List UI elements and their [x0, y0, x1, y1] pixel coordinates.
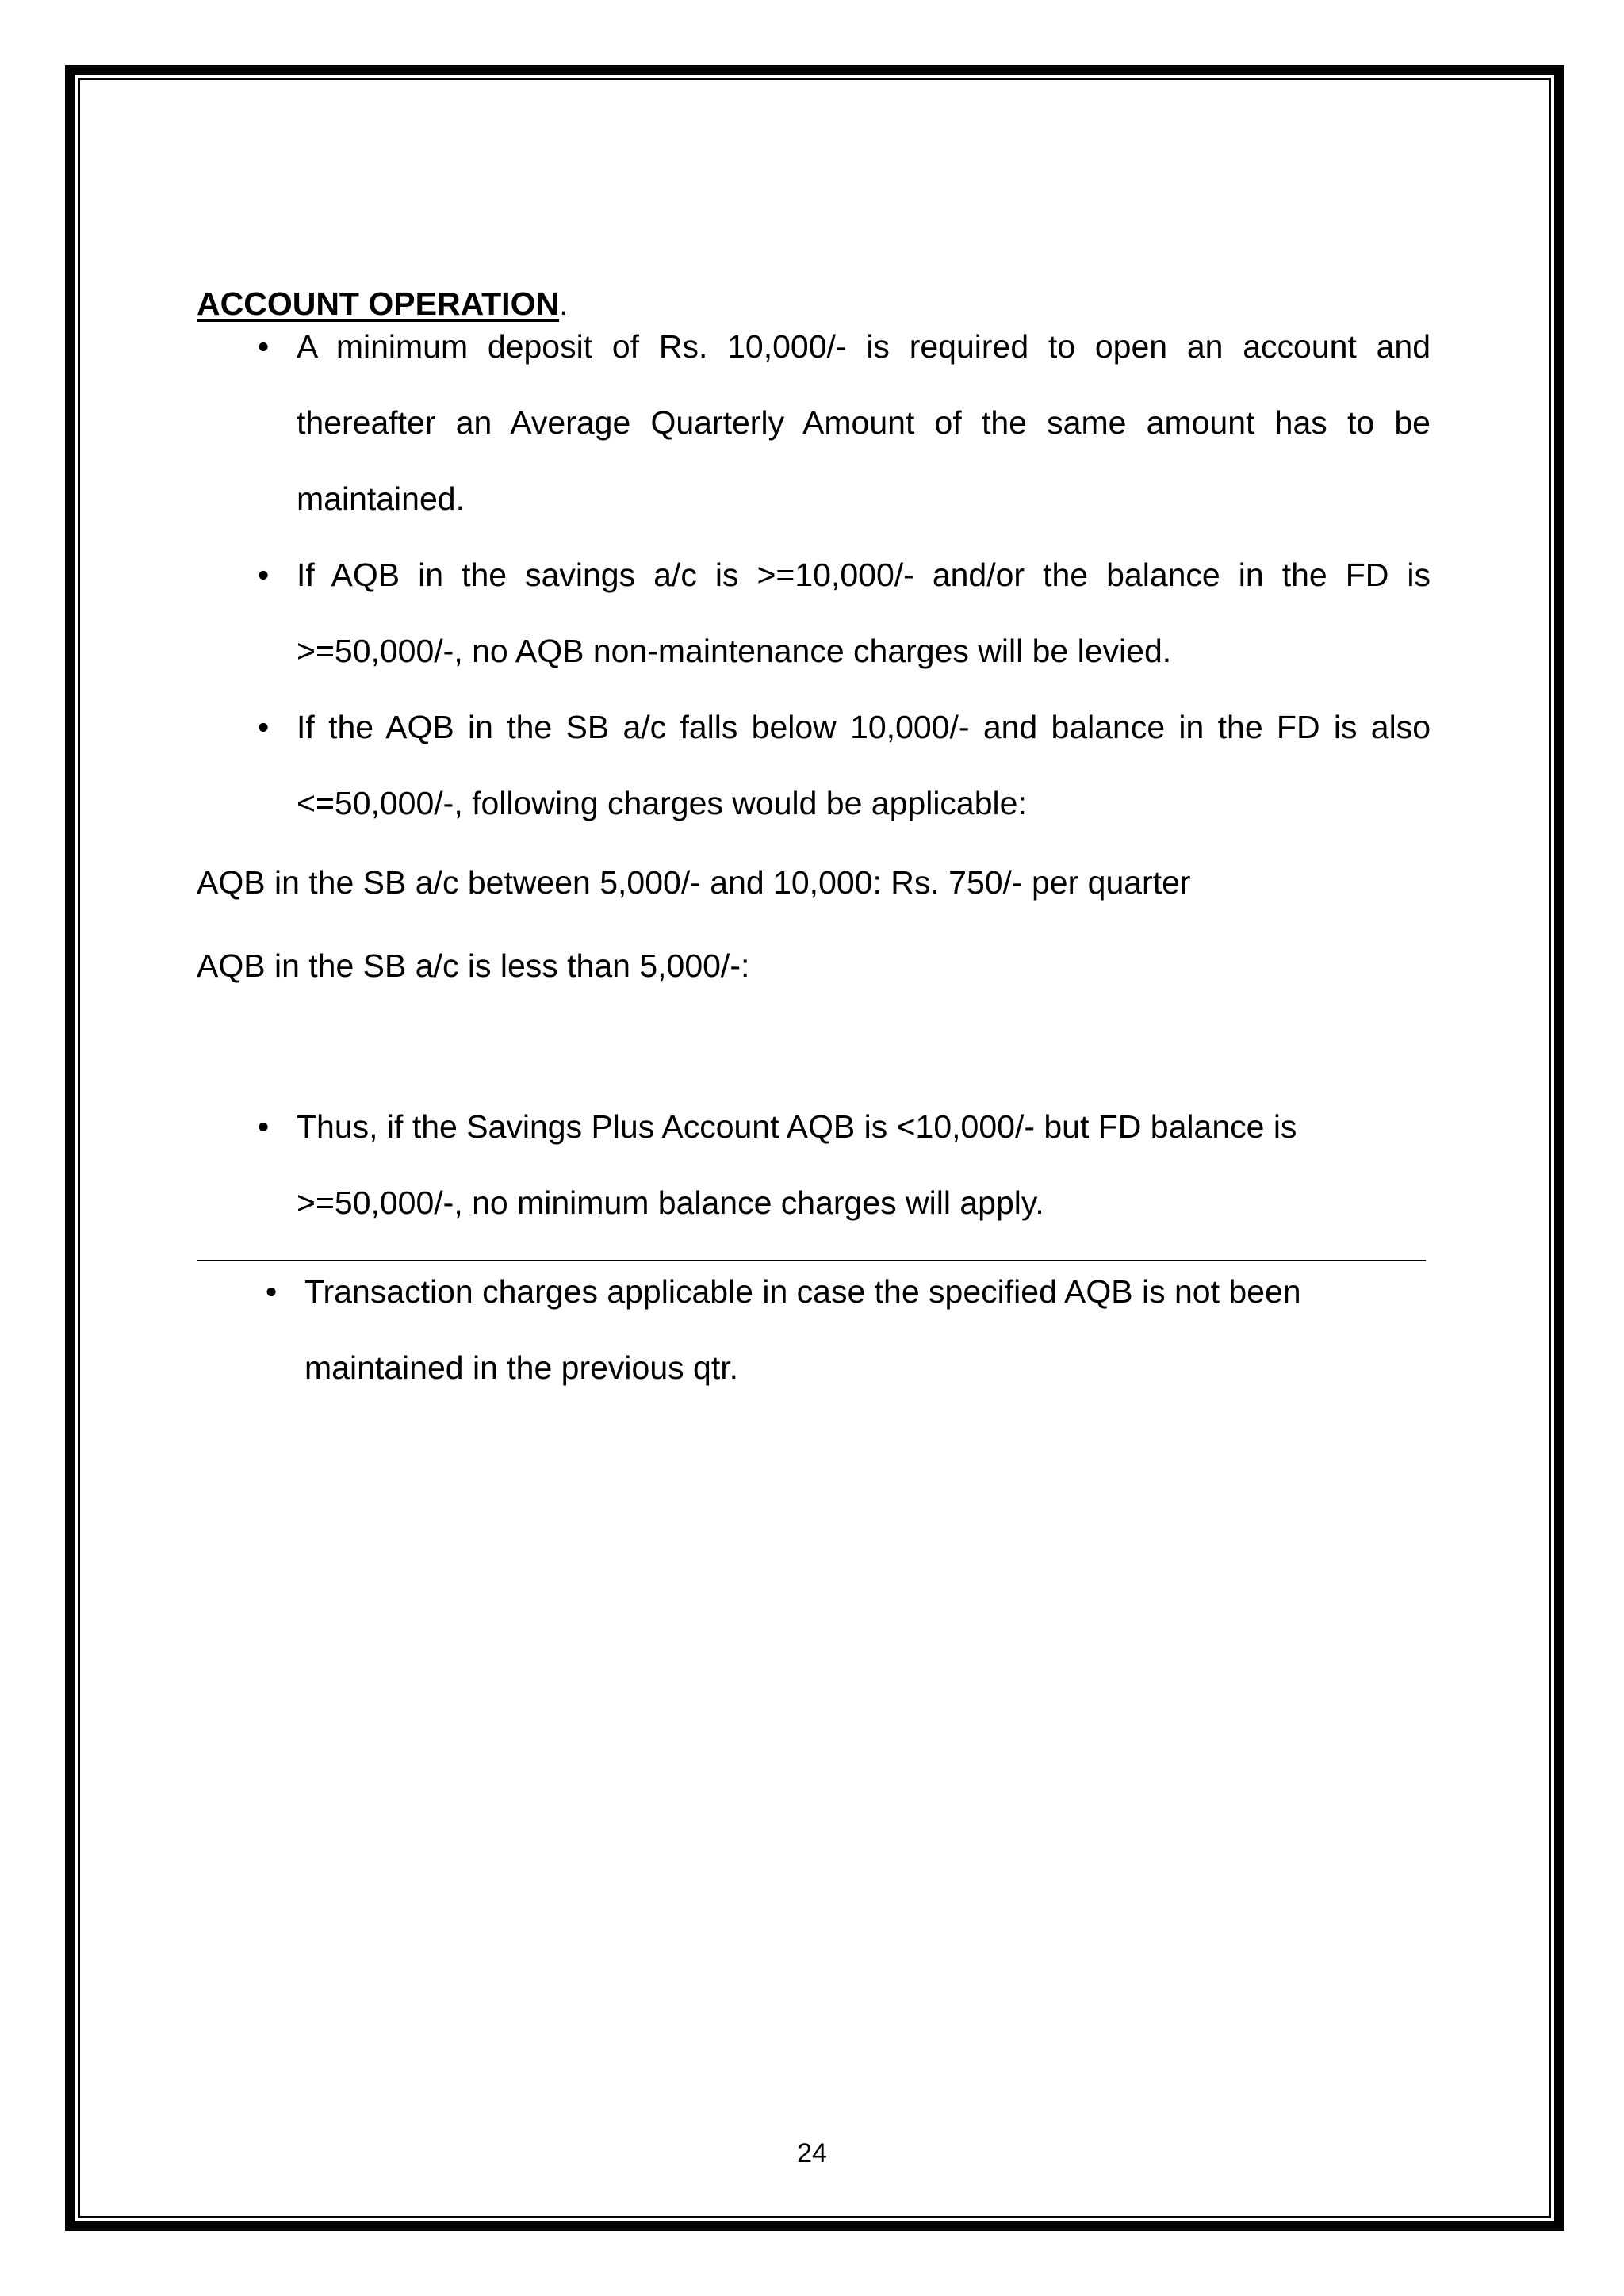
- bullet-icon: •: [257, 1108, 270, 1145]
- list-item: [197, 308, 1431, 537]
- list-item-text: Transaction charges applicable in case the specified AQB is not been maintained in the previous qtr.: [304, 1273, 1301, 1386]
- charge-line-less-than: AQB in the SB a/c is less than 5,000/-:: [197, 947, 750, 984]
- section-heading-period: .: [559, 285, 569, 322]
- bullet-icon: •: [257, 557, 270, 593]
- bullet-icon: •: [257, 709, 270, 745]
- list-item: [197, 689, 1431, 841]
- section-heading-text: ACCOUNT OPERATION: [197, 285, 560, 322]
- bullet-icon: •: [257, 328, 270, 365]
- list-item-text: If the AQB in the SB a/c falls below 10,000/- and balance in the FD is also <=50,000/-, following charges would be applicable:: [297, 709, 1431, 821]
- list-item-text: A minimum deposit of Rs. 10,000/- is required to open an account and thereafter an Average Quarterly Amount of the same amount has to be maintained.: [297, 328, 1431, 517]
- list-item: [197, 1253, 1339, 1406]
- page-number: 24: [797, 2138, 827, 2168]
- list-item: [197, 537, 1431, 689]
- list-item: [197, 1089, 1331, 1241]
- list-item-text: If AQB in the savings a/c is >=10,000/- and/or the balance in the FD is >=50,000/-, no AQB non-maintenance charges will be levied.: [297, 557, 1431, 669]
- bullet-icon: •: [265, 1273, 278, 1310]
- list-item-text: Thus, if the Savings Plus Account AQB is <10,000/- but FD balance is >=50,000/-, no minimum balance charges will apply.: [297, 1108, 1297, 1221]
- charge-line-between: AQB in the SB a/c between 5,000/- and 10,000: Rs. 750/- per quarter: [197, 864, 1191, 901]
